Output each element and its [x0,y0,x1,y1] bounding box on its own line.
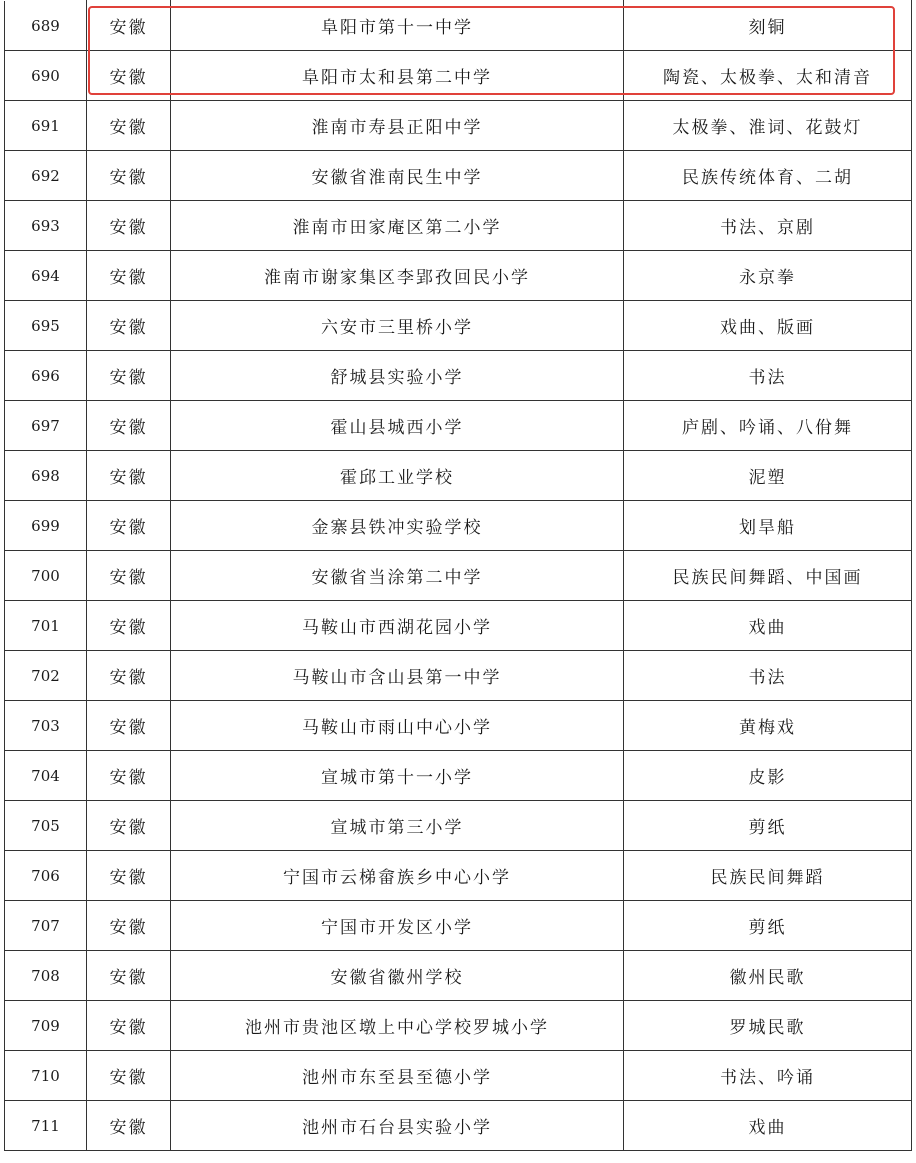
program-cell: 庐剧、吟诵、八佾舞 [624,401,912,451]
school-name-cell: 池州市东至县至德小学 [171,1051,624,1101]
row-number-cell: 691 [5,101,87,151]
school-name-cell: 六安市三里桥小学 [171,301,624,351]
row-number-cell: 693 [5,201,87,251]
row-number-cell: 708 [5,951,87,1001]
province-cell: 安徽 [87,251,171,301]
province-cell: 安徽 [87,101,171,151]
school-name-cell: 宁国市云梯畲族乡中心小学 [171,851,624,901]
row-number-cell: 695 [5,301,87,351]
school-name-cell: 安徽省当涂第二中学 [171,551,624,601]
program-cell: 剪纸 [624,801,912,851]
program-cell: 太极拳、淮词、花鼓灯 [624,101,912,151]
table-row [5,101,912,151]
school-name-cell: 池州市贵池区墩上中心学校罗城小学 [171,1001,624,1051]
province-cell: 安徽 [87,401,171,451]
table-row [5,1051,912,1101]
row-number-cell: 698 [5,451,87,501]
program-cell: 书法、吟诵 [624,1051,912,1101]
program-cell: 戏曲 [624,601,912,651]
province-cell: 安徽 [87,301,171,351]
program-cell: 划旱船 [624,501,912,551]
province-cell: 安徽 [87,551,171,601]
school-list-table [4,0,912,1151]
table-row [5,451,912,501]
table-row [5,701,912,751]
school-name-cell: 马鞍山市西湖花园小学 [171,601,624,651]
program-cell: 民族民间舞蹈、中国画 [624,551,912,601]
table-row [5,951,912,1001]
program-cell: 民族民间舞蹈 [624,851,912,901]
program-cell: 书法、京剧 [624,201,912,251]
school-name-cell: 淮南市田家庵区第二小学 [171,201,624,251]
school-name-cell: 马鞍山市含山县第一中学 [171,651,624,701]
row-number-cell: 699 [5,501,87,551]
row-number-cell: 692 [5,151,87,201]
province-cell: 安徽 [87,501,171,551]
row-number-cell: 700 [5,551,87,601]
province-cell: 安徽 [87,1101,171,1151]
school-name-cell: 宣城市第十一小学 [171,751,624,801]
province-cell: 安徽 [87,651,171,701]
program-cell: 陶瓷、太极拳、太和清音 [624,51,912,101]
province-cell: 安徽 [87,801,171,851]
school-name-cell: 舒城县实验小学 [171,351,624,401]
school-name-cell: 霍邱工业学校 [171,451,624,501]
row-number-cell: 702 [5,651,87,701]
table-row [5,801,912,851]
row-number-cell: 705 [5,801,87,851]
school-name-cell: 安徽省徽州学校 [171,951,624,1001]
province-cell: 安徽 [87,851,171,901]
table-row [5,351,912,401]
program-cell: 戏曲 [624,1101,912,1151]
program-cell: 徽州民歌 [624,951,912,1001]
table-row [5,751,912,801]
row-number-cell: 704 [5,751,87,801]
table-row [5,851,912,901]
school-name-cell: 安徽省淮南民生中学 [171,151,624,201]
table-row [5,1001,912,1051]
table-row [5,151,912,201]
table-body [5,1,912,1151]
program-cell: 黄梅戏 [624,701,912,751]
school-name-cell: 马鞍山市雨山中心小学 [171,701,624,751]
row-number-cell: 690 [5,51,87,101]
row-number-cell: 697 [5,401,87,451]
table-row [5,401,912,451]
province-cell: 安徽 [87,1051,171,1101]
table-row [5,1101,912,1151]
table-row [5,1,912,51]
program-cell: 刻铜 [624,1,912,51]
school-name-cell: 宁国市开发区小学 [171,901,624,951]
table-row [5,601,912,651]
program-cell: 皮影 [624,751,912,801]
row-number-cell: 703 [5,701,87,751]
province-cell: 安徽 [87,51,171,101]
school-name-cell: 阜阳市第十一中学 [171,1,624,51]
province-cell: 安徽 [87,451,171,501]
province-cell: 安徽 [87,601,171,651]
school-name-cell: 宣城市第三小学 [171,801,624,851]
school-name-cell: 淮南市谢家集区李郢孜回民小学 [171,251,624,301]
province-cell: 安徽 [87,151,171,201]
province-cell: 安徽 [87,1,171,51]
program-cell: 罗城民歌 [624,1001,912,1051]
school-name-cell: 金寨县铁冲实验学校 [171,501,624,551]
table-row [5,251,912,301]
row-number-cell: 710 [5,1051,87,1101]
table-row [5,551,912,601]
row-number-cell: 701 [5,601,87,651]
province-cell: 安徽 [87,201,171,251]
row-number-cell: 696 [5,351,87,401]
row-number-cell: 694 [5,251,87,301]
program-cell: 永京拳 [624,251,912,301]
province-cell: 安徽 [87,951,171,1001]
school-name-cell: 池州市石台县实验小学 [171,1101,624,1151]
province-cell: 安徽 [87,1001,171,1051]
program-cell: 泥塑 [624,451,912,501]
province-cell: 安徽 [87,901,171,951]
row-number-cell: 689 [5,1,87,51]
province-cell: 安徽 [87,351,171,401]
row-number-cell: 711 [5,1101,87,1151]
school-name-cell: 霍山县城西小学 [171,401,624,451]
table-row [5,501,912,551]
school-name-cell: 淮南市寿县正阳中学 [171,101,624,151]
table-row [5,651,912,701]
program-cell: 剪纸 [624,901,912,951]
table-row [5,51,912,101]
row-number-cell: 707 [5,901,87,951]
program-cell: 书法 [624,351,912,401]
program-cell: 戏曲、版画 [624,301,912,351]
province-cell: 安徽 [87,701,171,751]
row-number-cell: 706 [5,851,87,901]
row-number-cell: 709 [5,1001,87,1051]
program-cell: 书法 [624,651,912,701]
program-cell: 民族传统体育、二胡 [624,151,912,201]
table-row [5,901,912,951]
province-cell: 安徽 [87,751,171,801]
table-row [5,201,912,251]
table-row [5,301,912,351]
school-name-cell: 阜阳市太和县第二中学 [171,51,624,101]
